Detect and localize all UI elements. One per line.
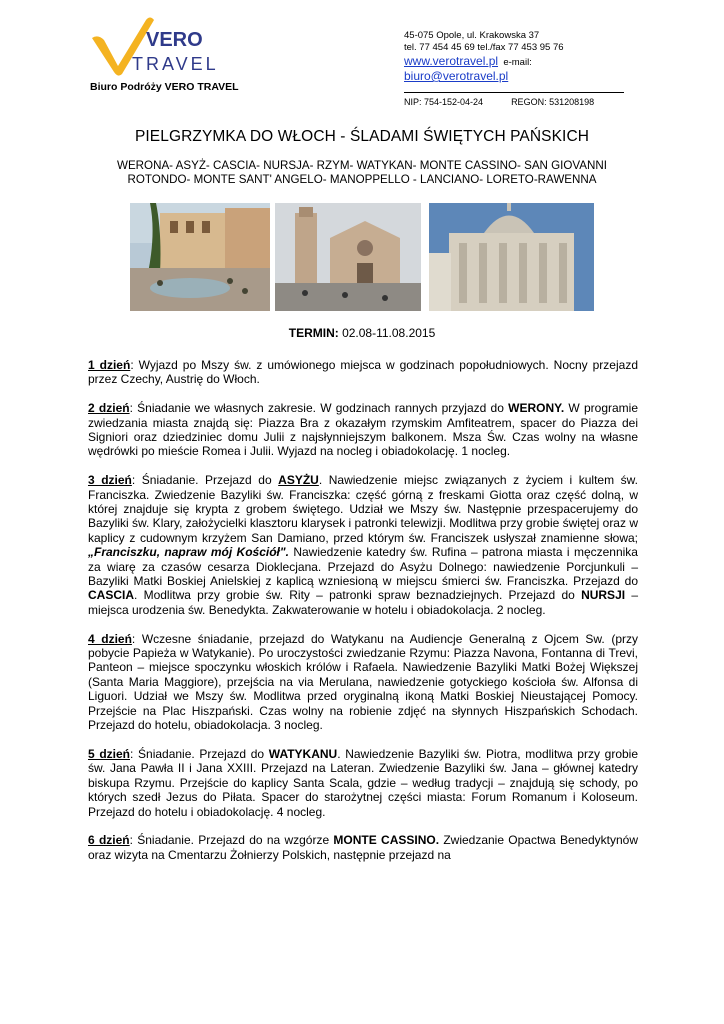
day-5 <box>88 747 638 819</box>
agency-caption: Biuro Podróży VERO TRAVEL <box>90 81 239 93</box>
route-list <box>60 159 664 187</box>
day-label: 4 dzień <box>88 631 132 646</box>
vero-travel-logo <box>88 16 218 76</box>
place-name: CASCIA <box>88 588 135 603</box>
itinerary <box>88 358 638 877</box>
day-label: 5 dzień <box>88 746 131 761</box>
termin-value: 02.08-11.08.2015 <box>338 326 436 340</box>
route-line-2: ROTONDO- MONTE SANT' ANGELO- MANOPPELLO - LANCIANO- LORETO-RAWENNA <box>127 173 597 186</box>
day-text: : Śniadanie. Przejazd do <box>131 473 279 488</box>
svg-text:VERO: VERO <box>146 29 203 51</box>
place-name: NURSJI <box>581 588 626 603</box>
header-divider <box>404 92 624 93</box>
day-text: : Wyjazd po Mszy św. z umówionego miejsca w godzinach popołudniowych. Nocny przejazd przez Czechy, Austrię do Włoch. <box>88 358 638 387</box>
day-text: Nawiedzenie katedry św. Rufina – patrona miasta i męczennika za wiarę za czasów cesarza Dioklecjana. Przejazd do Asyżu Dolnego: nawiedzenie Porcjunkuli – Bazyliki Matki Boskiej Anielskiej z kaplicą wzniesioną w miejscu śmierci św. Franciszka. Przejazd do <box>88 545 638 589</box>
day-text: Zwiedzanie Opactwa Benedyktynów oraz wizyta na Cmentarzu Żołnierzy Polskich, następnie przejazd na <box>88 833 638 862</box>
day-text: : Wczesne śniadanie, przejazd do Watykanu na Audiencje Generalną z Ojcem Sw. (przy pobycie Papieża w Watykanie). Po uroczystości zwiedzanie Rzymu: Piazza Navona, Fontanna di Trevi, Panteon – miejsce spoczynku włoskich królów i Rafaela. Nawiedzenie Bazyliki Matki Bożej Większej (Santa Maria Maggiore), przejścia na via Merulana, nawiedzenie gotyckiego kościoła św. Alfonsa di Liguori. Udział we Mszy św. Modlitwa przed oryginalną ikoną Matki Boskiej Nieustającej Pomocy. Przejście na Plac Hiszpański. Czas wolny na robienie zdjęć na słynnych Hiszpańskich Schodach. Przejazd do hotelu, obiadokolacja. 3 nocleg. <box>88 631 638 733</box>
photo-assisi-basilica <box>275 203 421 311</box>
day-6 <box>88 833 638 862</box>
regon-number: REGON: 531208198 <box>511 97 595 107</box>
page-title: PIELGRZYMKA DO WŁOCH - ŚLADAMI ŚWIĘTYCH PAŃSKICH <box>134 128 590 145</box>
day-label: 3 dzień <box>88 473 132 488</box>
day-text: : Śniadanie. Przejazd do na wzgórze <box>129 833 334 848</box>
day-text: W programie zwiedzania miasta znajdą się: Piazza Bra z okazałym rzymskim Amfiteatrem, spacer do Piazza dei Signiori oraz dziedziniec domu Julii z najsłynniejszym balkonem. Msza Św. Czas wolny na własne wędrówki po mieście Romea i Julii. Wyjazd na nocleg i obiadokolację. 1 nocleg. <box>88 401 638 459</box>
day-text: . Modlitwa przy grobie św. Rity – patronki spraw beznadziejnych. Przejazd do <box>134 588 582 603</box>
termin-label: TERMIN: <box>288 326 339 340</box>
day-label: 1 dzień <box>88 358 131 372</box>
email-link[interactable]: biuro@verotravel.pl <box>404 69 509 83</box>
email-label: e-mail: <box>503 57 532 68</box>
day-1 <box>88 358 638 387</box>
day-2 <box>88 401 638 459</box>
day-4 <box>88 632 638 733</box>
photo-st-peters-basilica <box>429 203 594 311</box>
phone-numbers: tel. 77 454 45 69 tel./fax 77 453 95 76 <box>404 42 564 53</box>
day-text: : Śniadanie we własnych zakresie. W godzinach rannych przyjazd do <box>129 401 509 416</box>
website-link[interactable]: www.verotravel.pl <box>404 54 499 68</box>
day-label: 6 dzień <box>88 833 130 848</box>
address: 45-075 Opole, ul. Krakowska 37 <box>404 30 540 41</box>
company-ids <box>404 97 594 107</box>
day-text: . Nawiedzenie Bazyliki św. Piotra, modlitwa przy grobie św. Jana Pawła II i Jana XXIII. Przejazd na Lateran. Zwiedzenie Bazyliki św. Jana – głównej katedry biskupa Rzymu. Przejście do kaplicy Santa Scala, gdzie – według tradycji – znajdują się schody, po których szedł Jezus do Piłata. Spacer do starożytnej części miasta: Forum Romanum i Koloseum. Przejazd do hotelu i obiadokolację. 4 nocleg. <box>88 746 639 819</box>
quote: „Franciszku, napraw mój Kościół". <box>88 545 289 560</box>
day-text: . Nawiedzenie miejsc związanych z życiem i kultem św. Franciszka. Zwiedzenie Bazyliki św. Franciszka: część górną z freskami Giotta oraz część dolną, w której znajduje się krypta z grobem świętego. Udział we Mszy św. Następnie przespacerujemy do Bazyliki św. Klary, założycielki klasztoru klarysek i patronki telewizji. Modlitwa przy grobie świętej oraz w kaplicy z cudownym krzyżem San Damiano, przed którym św. Franciszek usłyszał znamienne słowa; <box>88 473 638 545</box>
route-line-1: WERONA- ASYŻ- CASCIA- NURSJA- RZYM- WATYKAN- MONTE CASSINO- SAN GIOVANNI <box>117 159 607 172</box>
contact-block <box>404 30 634 84</box>
place-name: ASYŻU <box>278 473 319 488</box>
svg-text:TRAVEL: TRAVEL <box>132 54 218 74</box>
day-label: 2 dzień <box>88 401 130 416</box>
day-3 <box>88 473 638 617</box>
place-name: WERONY. <box>508 401 565 416</box>
place-name: MONTE CASSINO. <box>333 833 440 848</box>
place-name: WATYKANU <box>268 746 338 761</box>
day-text: : Śniadanie. Przejazd do <box>130 746 269 761</box>
day-text: – miejsca urodzenia św. Benedykta. Zakwaterowanie w hotelu i obiadokolacja. 2 nocleg. <box>88 588 638 617</box>
photo-spanish-steps <box>130 203 270 311</box>
trip-dates <box>60 326 664 340</box>
nip-number: NIP: 754-152-04-24 <box>404 97 484 107</box>
